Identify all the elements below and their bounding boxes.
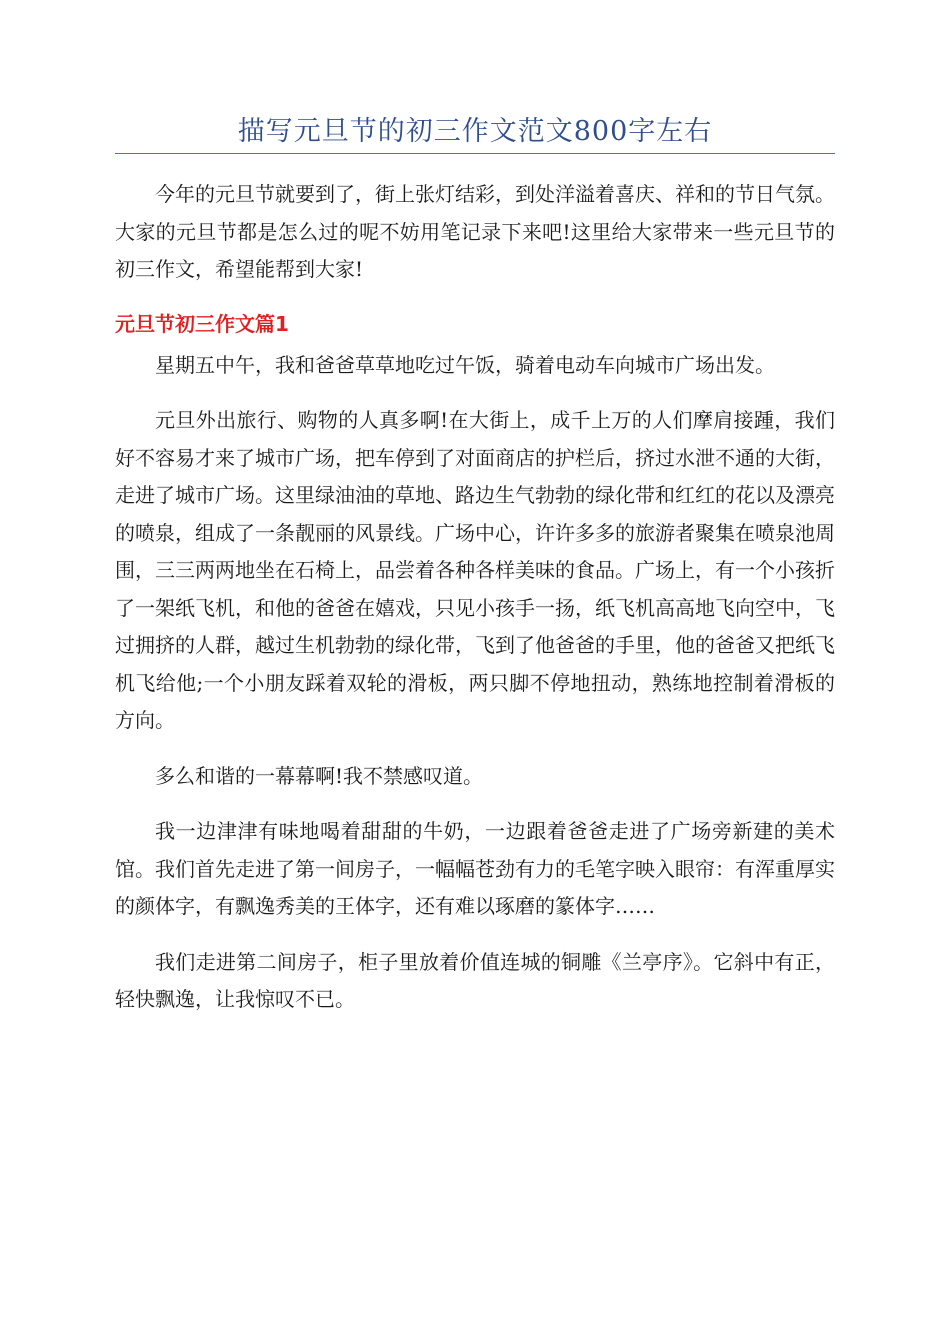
body-paragraph-4: 我一边津津有味地喝着甜甜的牛奶，一边跟着爸爸走进了广场旁新建的美术馆。我们首先走进了第一间房子，一幅幅苍劲有力的毛笔字映入眼帘：有浑重厚实的颜体字，有飘逸秀美的王体字，还有难以琢磨的篆体字…… bbox=[115, 819, 835, 918]
body-paragraph-1: 星期五中午，我和爸爸草草地吃过午饭，骑着电动车向城市广场出发。 bbox=[155, 352, 775, 377]
document-title: 描写元旦节的初三作文范文800字左右 bbox=[237, 116, 713, 147]
document-body bbox=[115, 176, 835, 1037]
intro-paragraph: 今年的元旦节就要到了，街上张灯结彩，到处洋溢着喜庆、祥和的节日气氛。大家的元旦节都是怎么过的呢不妨用笔记录下来吧!这里给大家带来一些元旦节的初三作文，希望能帮到大家! bbox=[115, 182, 835, 281]
body-paragraph-2: 元旦外出旅行、购物的人真多啊!在大街上，成千上万的人们摩肩接踵，我们好不容易才来了城市广场，把车停到了对面商店的护栏后，挤过水泄不通的大街，走进了城市广场。这里绿油油的草地、路边生气勃勃的绿化带和红红的花以及漂亮的喷泉，组成了一条靓丽的风景线。广场中心，许许多多的旅游者聚集在喷泉池周围，三三两两地坐在石椅上，品尝着各种各样美味的食品。广场上，有一个小孩折了一架纸飞机，和他的爸爸在嬉戏，只见小孩手一扬，纸飞机高高地飞向空中，飞过拥挤的人群，越过生机勃勃的绿化带，飞到了他爸爸的手里，他的爸爸又把纸飞机飞给他;一个小朋友踩着双轮的滑板，两只脚不停地扭动，熟练地控制着滑板的方向。 bbox=[115, 408, 835, 732]
title-underline bbox=[115, 153, 835, 154]
section-heading: 元旦节初三作文篇1 bbox=[115, 311, 289, 336]
body-paragraph-3: 多么和谐的一幕幕啊!我不禁感叹道。 bbox=[155, 763, 484, 788]
body-paragraph-5: 我们走进第二间房子，柜子里放着价值连城的铜雕《兰亭序》。它斜中有正，轻快飘逸，让我惊叹不已。 bbox=[115, 949, 835, 1011]
